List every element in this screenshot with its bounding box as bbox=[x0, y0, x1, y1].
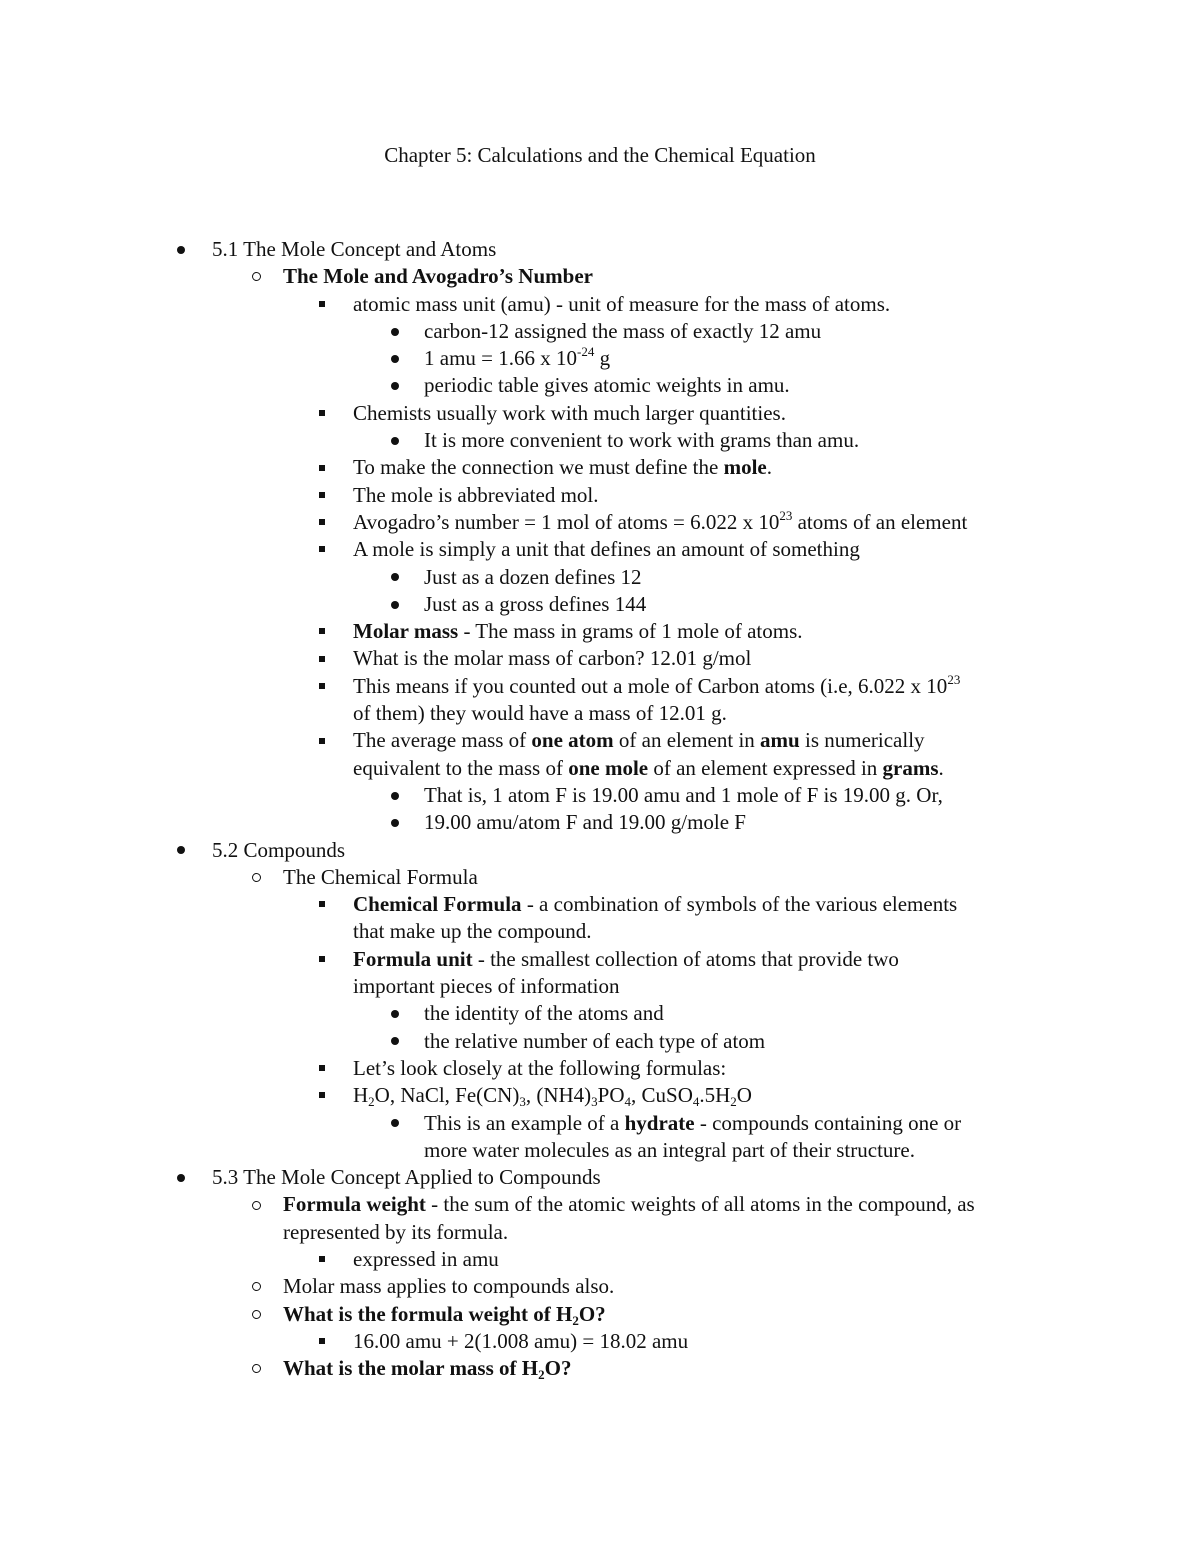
outline-item-level-3 bbox=[0, 618, 1200, 645]
outline-item-text bbox=[212, 837, 1200, 864]
outline-item-text bbox=[424, 564, 1200, 591]
outline-item-continuation bbox=[353, 918, 1200, 945]
text-run: more water molecules as an integral part of their structure. bbox=[424, 1137, 915, 1162]
bullet-icon bbox=[385, 564, 405, 591]
subscript: 2 bbox=[538, 1367, 545, 1383]
outline-item-level-4 bbox=[0, 809, 1200, 836]
text-run: - a combination of symbols of the various elements bbox=[521, 892, 958, 917]
outline-item-continuation bbox=[283, 1219, 1200, 1246]
outline-item-text bbox=[353, 1055, 1200, 1082]
text-run: What is the molar mass of carbon? 12.01 g/mol bbox=[353, 646, 752, 671]
outline-list bbox=[0, 236, 1200, 1382]
subscript: 2 bbox=[368, 1094, 375, 1110]
bullet-icon bbox=[171, 837, 191, 864]
outline-item-text bbox=[424, 318, 1200, 345]
bold-text: grams bbox=[882, 755, 939, 780]
square-bullet-icon bbox=[312, 482, 332, 509]
text-run: - The mass in grams of 1 mole of atoms. bbox=[458, 619, 803, 644]
bold-text: amu bbox=[760, 728, 800, 753]
outline-item-text bbox=[283, 864, 1200, 891]
superscript: -24 bbox=[577, 344, 595, 360]
bullet-icon bbox=[385, 1028, 405, 1055]
outline-item-text bbox=[283, 263, 1200, 290]
outline-item-level-4 bbox=[0, 1000, 1200, 1027]
outline-item-text bbox=[353, 891, 1200, 918]
square-bullet-icon bbox=[312, 1328, 332, 1355]
outline-item-level-3 bbox=[0, 1246, 1200, 1273]
outline-item-text bbox=[353, 946, 1200, 973]
text-run: Avogadro’s number = 1 mol of atoms = 6.022 x 10 bbox=[353, 509, 780, 534]
outline-item-text bbox=[353, 536, 1200, 563]
bullet-icon bbox=[385, 345, 405, 372]
text-run: PO bbox=[597, 1083, 625, 1108]
outline-item-text bbox=[353, 618, 1200, 645]
subscript: 4 bbox=[624, 1094, 632, 1110]
outline-item-level-4 bbox=[0, 427, 1200, 454]
outline-item-text bbox=[353, 509, 1200, 536]
superscript: 23 bbox=[947, 671, 961, 687]
outline-item-text bbox=[424, 591, 1200, 618]
outline-item-text bbox=[424, 1028, 1200, 1055]
bullet-icon bbox=[385, 809, 405, 836]
circle-bullet-icon bbox=[246, 1301, 266, 1328]
outline-item-level-3 bbox=[0, 509, 1200, 536]
bullet-icon bbox=[171, 1164, 191, 1191]
outline-item-level-3 bbox=[0, 1328, 1200, 1355]
outline-item-level-3 bbox=[0, 1082, 1200, 1109]
text-run: O bbox=[736, 1083, 752, 1108]
text-run: , CuSO bbox=[631, 1083, 693, 1108]
circle-bullet-icon bbox=[246, 1355, 266, 1382]
outline-item-text bbox=[424, 809, 1200, 836]
text-run: 16.00 amu + 2(1.008 amu) = 18.02 amu bbox=[353, 1328, 689, 1353]
bold-text: Formula unit bbox=[353, 946, 473, 971]
outline-item-level-1 bbox=[0, 236, 1200, 263]
square-bullet-icon bbox=[312, 891, 332, 918]
outline-item-text bbox=[353, 291, 1200, 318]
square-bullet-icon bbox=[312, 509, 332, 536]
text-run: periodic table gives atomic weights in amu. bbox=[424, 373, 790, 398]
outline-item-level-2 bbox=[0, 1355, 1200, 1382]
outline-item-level-4 bbox=[0, 782, 1200, 809]
outline-item-text bbox=[353, 673, 1200, 700]
bullet-icon bbox=[385, 782, 405, 809]
outline-item-level-4 bbox=[0, 345, 1200, 372]
outline-item-level-4 bbox=[0, 591, 1200, 618]
bold-text: O? bbox=[544, 1356, 572, 1381]
text-run: atomic mass unit (amu) - unit of measure for the mass of atoms. bbox=[353, 291, 891, 316]
bold-text: Formula weight bbox=[283, 1192, 426, 1217]
outline-item-text bbox=[212, 1164, 1200, 1191]
subscript: 2 bbox=[572, 1312, 579, 1328]
outline-item-text bbox=[353, 1328, 1200, 1355]
outline-item-text bbox=[353, 454, 1200, 481]
text-run: 5.2 Compounds bbox=[212, 837, 346, 862]
outline-item-text bbox=[353, 727, 1200, 754]
bullet-icon bbox=[385, 1000, 405, 1027]
text-run: important pieces of information bbox=[353, 974, 620, 999]
bold-text: The Mole and Avogadro’s Number bbox=[283, 264, 593, 289]
text-run: g bbox=[594, 346, 611, 371]
text-run: atoms of an element bbox=[792, 509, 968, 534]
outline-item-text bbox=[424, 782, 1200, 809]
text-run: .5H bbox=[699, 1083, 731, 1108]
page-title: Chapter 5: Calculations and the Chemical Equation bbox=[384, 143, 816, 167]
outline-item-text bbox=[353, 1082, 1200, 1109]
text-run: 19.00 amu/atom F and 19.00 g/mole F bbox=[424, 810, 746, 835]
outline-item-text bbox=[283, 1355, 1200, 1382]
outline-item-level-3 bbox=[0, 291, 1200, 318]
outline-item-level-3 bbox=[0, 400, 1200, 427]
text-run: 5.1 The Mole Concept and Atoms bbox=[212, 237, 497, 261]
outline-item-level-4 bbox=[0, 1110, 1200, 1165]
text-run: H bbox=[353, 1083, 369, 1108]
subscript: 3 bbox=[591, 1094, 598, 1110]
text-run: That is, 1 atom F is 19.00 amu and 1 mole of F is 19.00 g. Or, bbox=[424, 782, 943, 807]
outline-item-level-2 bbox=[0, 1273, 1200, 1300]
bold-text: What is the molar mass of H bbox=[283, 1356, 539, 1381]
circle-bullet-icon bbox=[246, 864, 266, 891]
outline-item-level-3 bbox=[0, 645, 1200, 672]
text-run: of them) they would have a mass of 12.01 g. bbox=[353, 701, 727, 726]
superscript: 23 bbox=[779, 507, 793, 523]
bold-text: one atom bbox=[531, 728, 614, 753]
text-run: The average mass of bbox=[353, 728, 532, 753]
outline-item-level-3 bbox=[0, 1055, 1200, 1082]
outline-item-continuation bbox=[353, 973, 1200, 1000]
outline-item-text bbox=[353, 400, 1200, 427]
outline-item-text bbox=[424, 345, 1200, 372]
subscript: 3 bbox=[519, 1094, 526, 1110]
outline-item-level-3 bbox=[0, 891, 1200, 946]
text-run: 1 amu = 1.66 x 10 bbox=[424, 346, 577, 371]
text-run: Chemists usually work with much larger quantities. bbox=[353, 400, 786, 425]
circle-bullet-icon bbox=[246, 1191, 266, 1218]
text-run: equivalent to the mass of bbox=[353, 755, 569, 780]
outline-item-level-3 bbox=[0, 727, 1200, 782]
bold-text: What is the formula weight of H bbox=[283, 1301, 573, 1326]
outline-item-level-3 bbox=[0, 482, 1200, 509]
square-bullet-icon bbox=[312, 454, 332, 481]
text-run: 5.3 The Mole Concept Applied to Compounds bbox=[212, 1165, 601, 1190]
text-run: The mole is abbreviated mol. bbox=[353, 482, 599, 507]
outline-item-text bbox=[283, 1273, 1200, 1300]
text-run: of an element expressed in bbox=[648, 755, 883, 780]
text-run: - the sum of the atomic weights of all atoms in the compound, as bbox=[425, 1192, 975, 1217]
bold-text: O? bbox=[578, 1301, 606, 1326]
outline-item-continuation bbox=[424, 1137, 1200, 1164]
square-bullet-icon bbox=[312, 1055, 332, 1082]
outline-item-continuation bbox=[353, 755, 1200, 782]
text-run: . bbox=[766, 455, 772, 480]
text-run: O, NaCl, Fe(CN) bbox=[374, 1083, 520, 1108]
text-run: A mole is simply a unit that defines an amount of something bbox=[353, 537, 860, 562]
subscript: 4 bbox=[692, 1094, 700, 1110]
bullet-icon bbox=[385, 372, 405, 399]
circle-bullet-icon bbox=[246, 1273, 266, 1300]
text-run: The Chemical Formula bbox=[283, 864, 478, 889]
outline-item-text bbox=[424, 1110, 1200, 1137]
outline-item-text bbox=[424, 427, 1200, 454]
outline-item-continuation bbox=[353, 700, 1200, 727]
square-bullet-icon bbox=[312, 1082, 332, 1109]
text-run: To make the connection we must define the bbox=[353, 455, 724, 480]
outline-item-level-1 bbox=[0, 837, 1200, 864]
outline-item-text bbox=[424, 372, 1200, 399]
outline-item-text bbox=[353, 1246, 1200, 1273]
text-run: This means if you counted out a mole of Carbon atoms (i.e, 6.022 x 10 bbox=[353, 673, 948, 698]
outline-item-text bbox=[283, 1191, 1200, 1218]
text-run: It is more convenient to work with grams than amu. bbox=[424, 428, 860, 453]
square-bullet-icon bbox=[312, 291, 332, 318]
text-run: Just as a gross defines 144 bbox=[424, 591, 647, 616]
square-bullet-icon bbox=[312, 946, 332, 973]
text-run: Let’s look closely at the following formulas: bbox=[353, 1055, 727, 1080]
outline-item-level-2 bbox=[0, 263, 1200, 290]
bold-text: hydrate bbox=[624, 1110, 695, 1135]
bullet-icon bbox=[385, 591, 405, 618]
outline-item-level-3 bbox=[0, 536, 1200, 563]
square-bullet-icon bbox=[312, 727, 332, 754]
bold-text: Chemical Formula bbox=[353, 892, 522, 917]
outline-item-level-4 bbox=[0, 564, 1200, 591]
bold-text: mole bbox=[723, 455, 767, 480]
outline-item-level-2 bbox=[0, 1191, 1200, 1246]
bold-text: Molar mass bbox=[353, 619, 459, 644]
outline-item-text bbox=[212, 236, 1200, 263]
text-run: , (NH4) bbox=[525, 1083, 592, 1108]
outline-item-level-4 bbox=[0, 1028, 1200, 1055]
text-run: expressed in amu bbox=[353, 1246, 499, 1271]
text-run: of an element in bbox=[613, 728, 761, 753]
text-run: - compounds containing one or bbox=[694, 1110, 962, 1135]
outline-item-text bbox=[424, 1000, 1200, 1027]
outline-item-level-4 bbox=[0, 318, 1200, 345]
outline-item-level-3 bbox=[0, 454, 1200, 481]
square-bullet-icon bbox=[312, 1246, 332, 1273]
text-run: carbon-12 assigned the mass of exactly 12 amu bbox=[424, 318, 822, 343]
square-bullet-icon bbox=[312, 400, 332, 427]
bullet-icon bbox=[385, 427, 405, 454]
bullet-icon bbox=[385, 318, 405, 345]
circle-bullet-icon bbox=[246, 263, 266, 290]
square-bullet-icon bbox=[312, 618, 332, 645]
outline-item-text bbox=[353, 482, 1200, 509]
text-run: . bbox=[938, 755, 944, 780]
text-run: Molar mass applies to compounds also. bbox=[283, 1274, 615, 1299]
bold-text: one mole bbox=[568, 755, 649, 780]
square-bullet-icon bbox=[312, 645, 332, 672]
subscript: 2 bbox=[730, 1094, 737, 1110]
square-bullet-icon bbox=[312, 673, 332, 700]
outline-item-text bbox=[283, 1301, 1200, 1328]
text-run: represented by its formula. bbox=[283, 1219, 509, 1244]
outline-item-text bbox=[353, 645, 1200, 672]
bullet-icon bbox=[385, 1110, 405, 1137]
text-run: This is an example of a bbox=[424, 1110, 625, 1135]
text-run: is numerically bbox=[799, 728, 925, 753]
bullet-icon bbox=[171, 236, 191, 263]
text-run: the identity of the atoms and bbox=[424, 1001, 664, 1026]
square-bullet-icon bbox=[312, 536, 332, 563]
text-run: that make up the compound. bbox=[353, 919, 592, 944]
text-run: - the smallest collection of atoms that provide two bbox=[472, 946, 899, 971]
outline-item-level-3 bbox=[0, 673, 1200, 728]
outline-item-level-2 bbox=[0, 864, 1200, 891]
outline-item-level-3 bbox=[0, 946, 1200, 1001]
outline-item-level-1 bbox=[0, 1164, 1200, 1191]
outline-item-level-4 bbox=[0, 372, 1200, 399]
text-run: the relative number of each type of atom bbox=[424, 1028, 766, 1053]
text-run: Just as a dozen defines 12 bbox=[424, 564, 642, 589]
outline-item-level-2 bbox=[0, 1301, 1200, 1328]
